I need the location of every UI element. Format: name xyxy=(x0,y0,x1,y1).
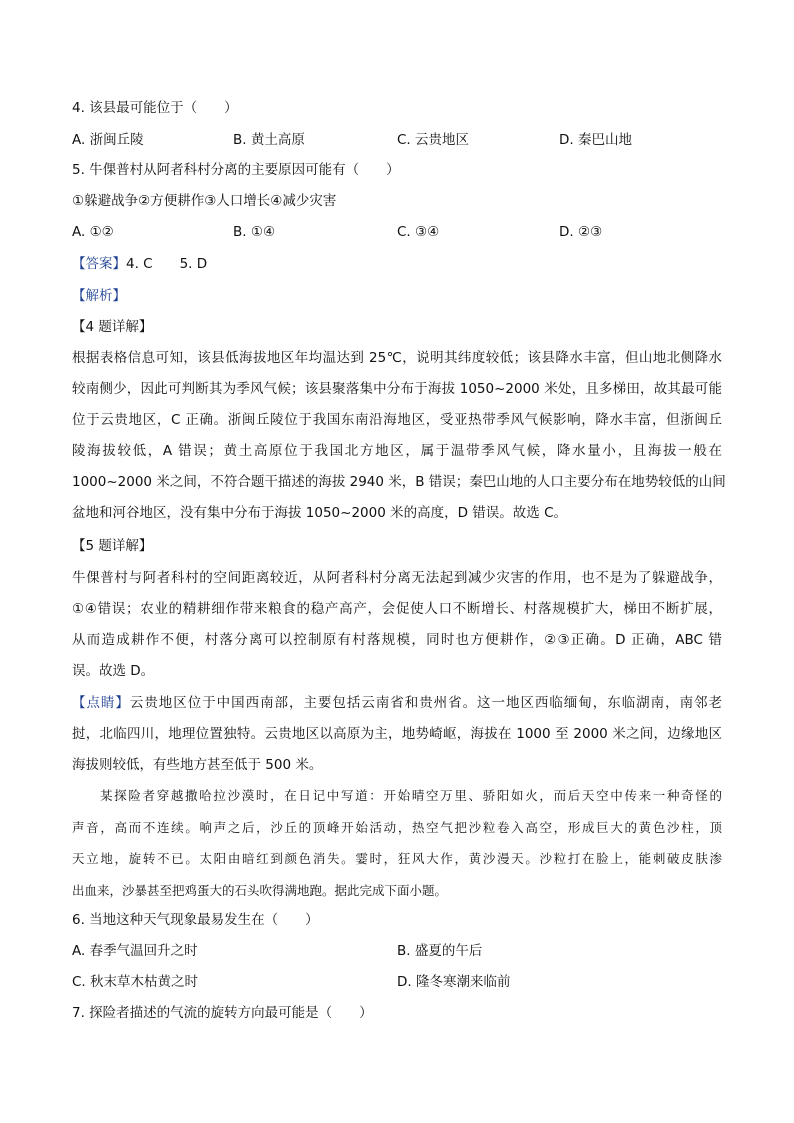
tip-line: 挝，北临四川，地理位置独特。云贵地区以高原为主，地势崎岖，海拔在 1000 至 2000 米之间，边缘地区 xyxy=(72,726,722,742)
answer-line xyxy=(72,254,207,274)
q5-stem: 5. 牛倮普村从阿者科村分离的主要原因可能有（ ） xyxy=(72,162,400,178)
q4-stem: 4. 该县最可能位于（ ） xyxy=(72,100,238,116)
passage-line: 某探险者穿越撒哈拉沙漠时，在日记中写道：开始晴空万里、骄阳如火，而后天空中传来一种奇怪的 xyxy=(100,788,722,803)
q5-option-c: C. ③④ xyxy=(397,224,440,240)
passage-line: 出血来，沙暴甚至把鸡蛋大的石头吹得满地跑。据此完成下面小题。 xyxy=(72,882,448,898)
q4-option-c: C. 云贵地区 xyxy=(397,132,470,148)
q5-option-b: B. ①④ xyxy=(233,224,276,240)
answer-text: 4. C 5. D xyxy=(126,256,208,272)
q5-detail-line: 误。故选 D。 xyxy=(72,663,155,679)
q5-option-d: D. ②③ xyxy=(559,224,603,240)
q5-detail-line: ①④错误；农业的精耕细作带来粮食的稳产高产，会促使人口不断增长、村落规模扩大，梯田不断扩展， xyxy=(72,601,722,617)
q4-detail-label: 【4 题详解】 xyxy=(72,319,153,335)
q6-option-a: A. 春季气温回升之时 xyxy=(72,943,198,959)
q4-option-b: B. 黄土高原 xyxy=(233,132,305,148)
q4-detail-line: 较南侧少，因此可判断其为季风气候；该县聚落集中分布于海拔 1050~2000 米处，且多梯田，故其最可能 xyxy=(72,381,722,397)
q6-option-c: C. 秋末草木枯黄之时 xyxy=(72,974,199,990)
tip-line: 云贵地区位于中国西南部，主要包括云南省和贵州省。这一地区西临缅甸，东临湖南，南邻老 xyxy=(129,695,723,711)
q4-detail-line: 盆地和河谷地区，没有集中分布于海拔 1050~2000 米的高度，D 错误。故选 C。 xyxy=(72,505,568,521)
q5-option-a: A. ①② xyxy=(72,224,114,240)
q5-detail-line: 牛倮普村与阿者科村的空间距离较近，从阿者科村分离无法起到减少灾害的作用，也不是为了躲避战争， xyxy=(72,570,722,586)
q7-stem: 7. 探险者描述的气流的旋转方向最可能是（ ） xyxy=(72,1005,373,1021)
q4-option-d: D. 秦巴山地 xyxy=(559,132,632,148)
q4-detail-line: 陵海拔较低，A 错误；黄土高原位于我国北方地区，属于温带季风气候，降水量小，且海拔一般在 xyxy=(72,443,722,459)
tip-line: 海拔则较低，有些地方甚至低于 500 米。 xyxy=(72,757,323,773)
analysis-label: 【解析】 xyxy=(72,288,126,304)
tip-line-1 xyxy=(72,688,722,719)
q5-detail-line: 从而造成耕作不便，村落分离可以控制原有村落规模，同时也方便耕作，②③正确。D 正确，ABC 错 xyxy=(72,632,722,648)
answer-label: 【答案】 xyxy=(72,256,126,272)
tip-label: 【点睛】 xyxy=(72,695,130,711)
passage-body xyxy=(72,780,722,906)
q4-detail-line: 位于云贵地区，C 正确。浙闽丘陵位于我国东南沿海地区，受亚热带季风气候影响，降水丰富，但浙闽丘 xyxy=(72,412,722,428)
q5-items: ①躲避战争②方便耕作③人口增长④减少灾害 xyxy=(72,193,337,209)
q6-option-d: D. 隆冬寒潮来临前 xyxy=(397,974,511,990)
passage-line: 声音，高而不连续。响声之后，沙丘的顶峰开始活动，热空气把沙粒卷入高空，形成巨大的黄色沙柱，顶 xyxy=(72,819,722,835)
passage-line: 天立地，旋转不已。太阳由暗红到颜色消失。霎时，狂风大作，黄沙漫天。沙粒打在脸上，能刺破皮肤渗 xyxy=(72,851,722,866)
tip-body xyxy=(72,688,722,781)
q6-option-b: B. 盛夏的午后 xyxy=(397,943,483,959)
q6-stem: 6. 当地这种天气现象最易发生在（ ） xyxy=(72,912,319,928)
q4-option-a: A. 浙闽丘陵 xyxy=(72,132,144,148)
q4-detail-line: 1000~2000 米之间，不符合题干描述的海拔 2940 米，B 错误；秦巴山地的人口主要分布在地势较低的山间 xyxy=(72,474,726,490)
q5-detail-label: 【5 题详解】 xyxy=(72,538,153,554)
q4-detail-body xyxy=(72,343,726,529)
q5-detail-body xyxy=(72,563,722,687)
q4-detail-line: 根据表格信息可知，该县低海拔地区年均温达到 25℃，说明其纬度较低；该县降水丰富，但山地北侧降水 xyxy=(72,350,722,366)
